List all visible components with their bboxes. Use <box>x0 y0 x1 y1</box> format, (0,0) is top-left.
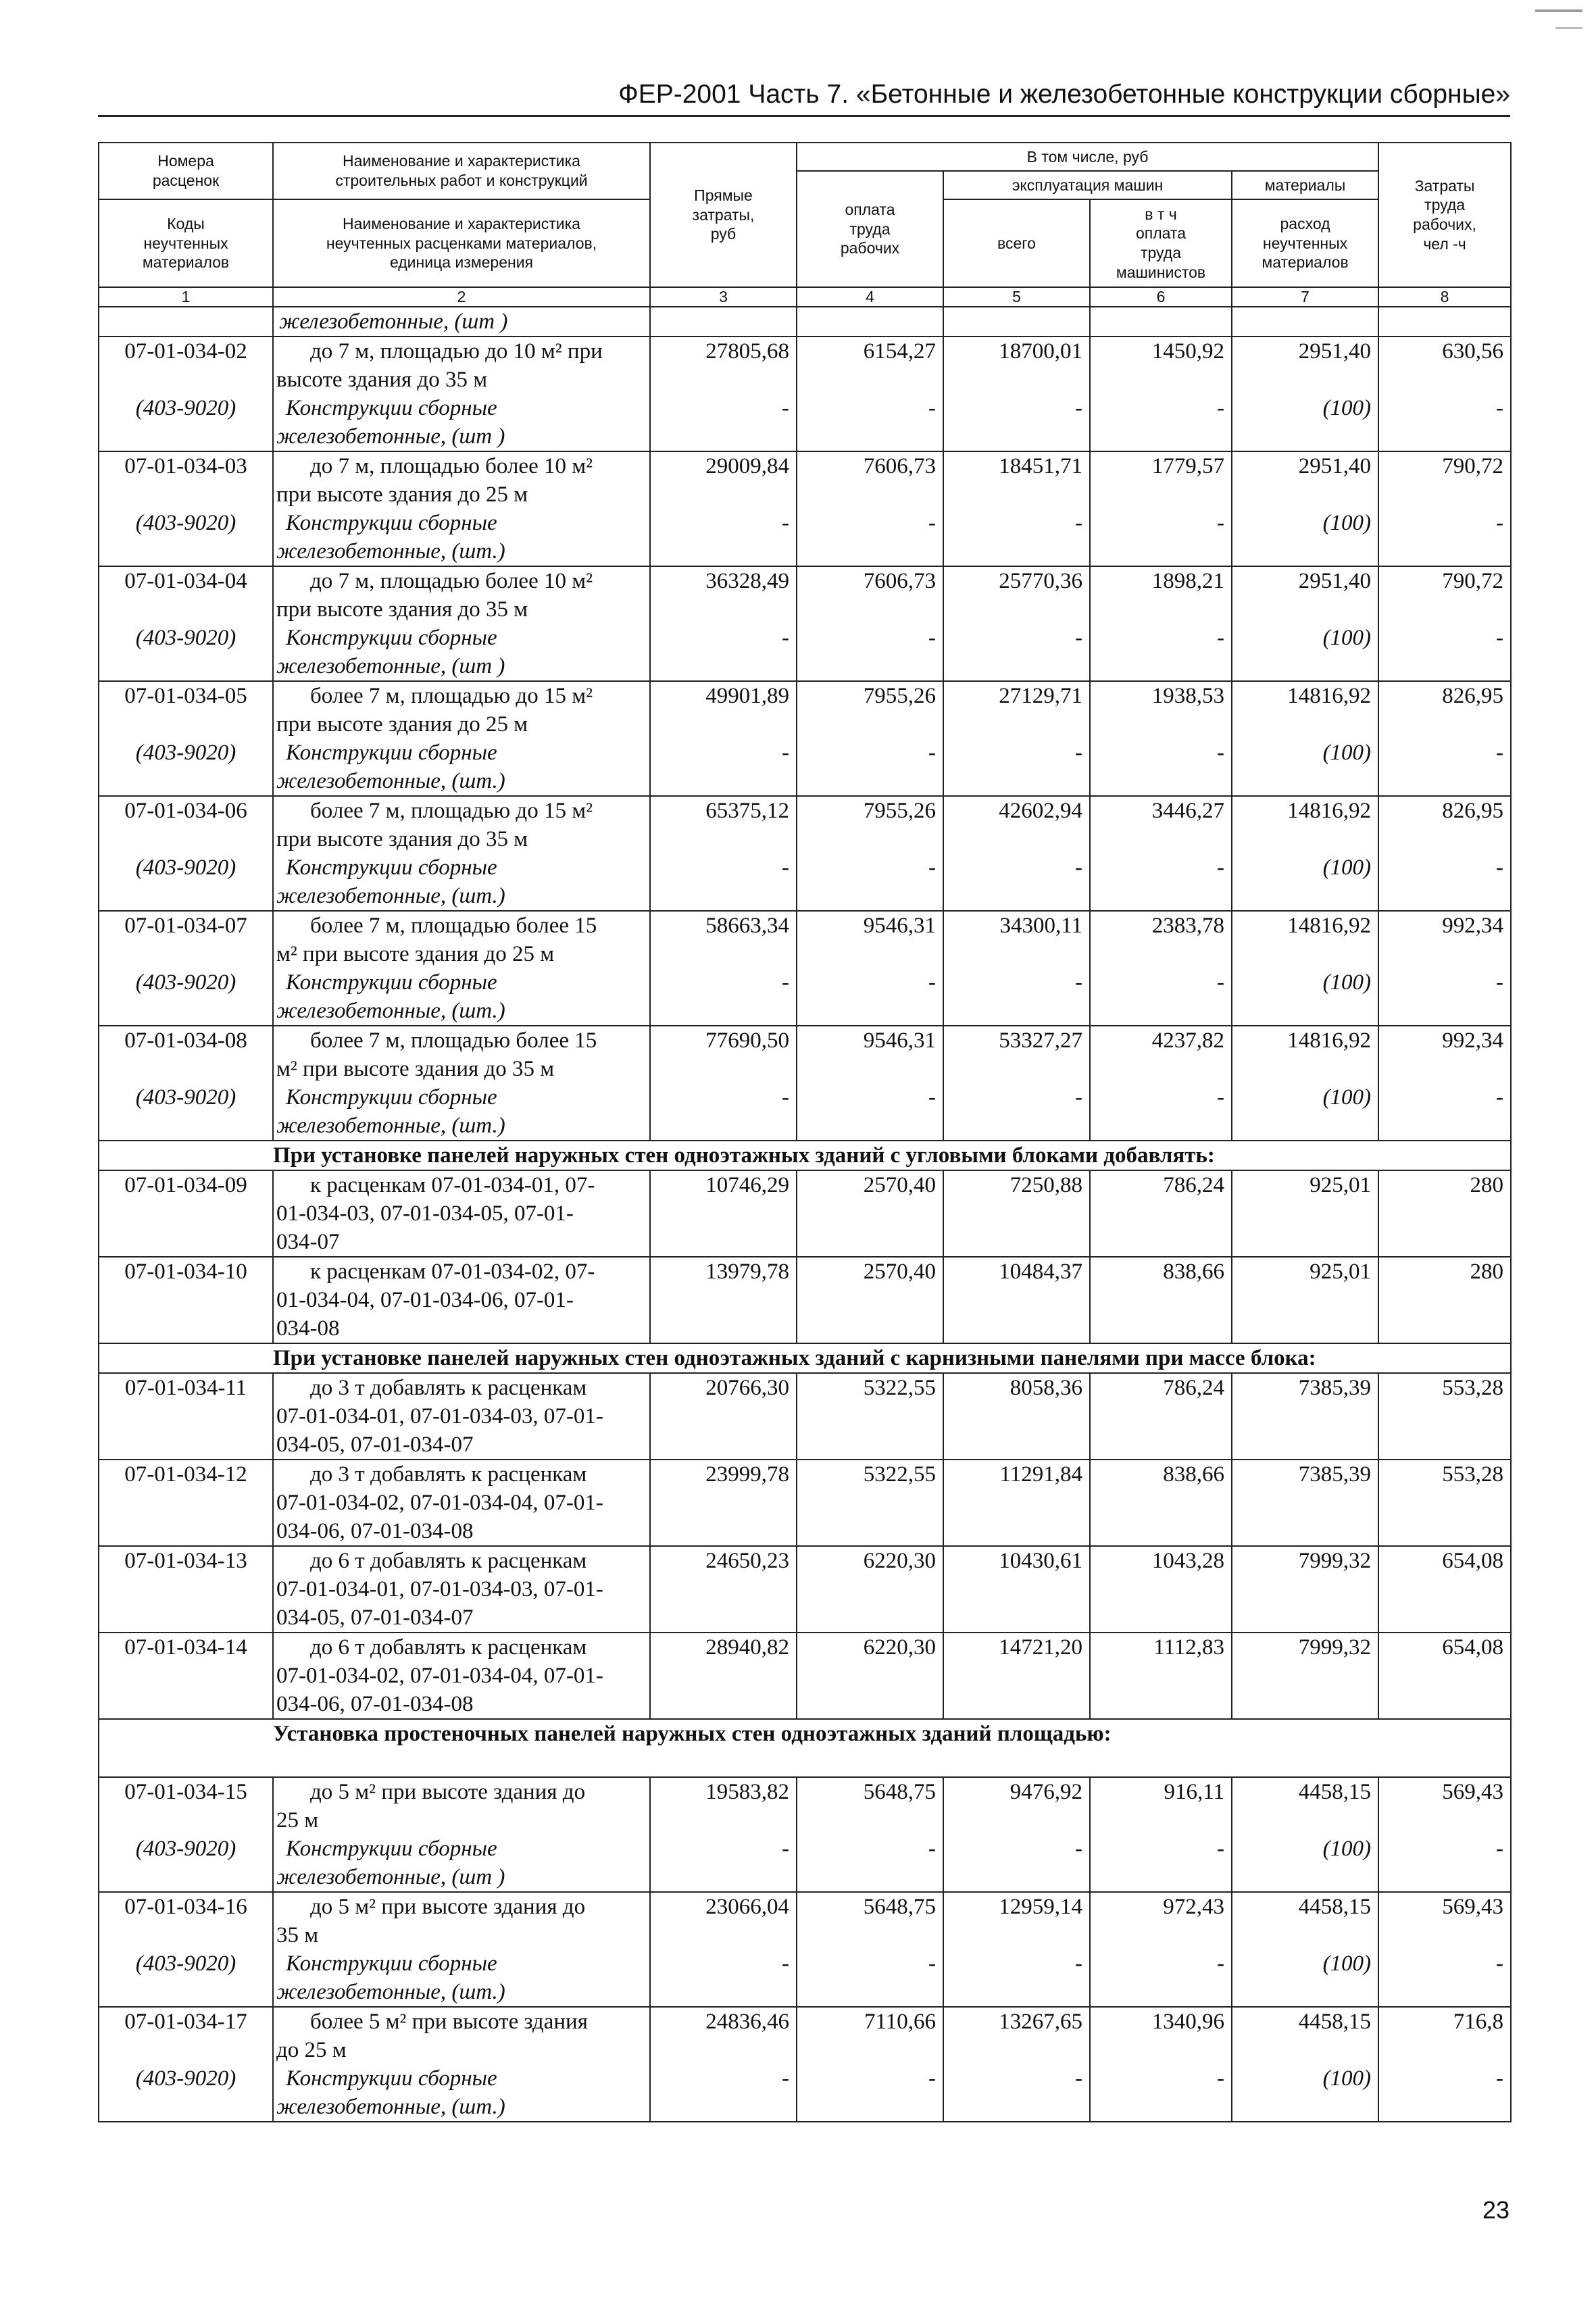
material-code: (403-9020) <box>135 2066 236 2091</box>
materials-cost: 14816,92 <box>1287 1028 1372 1053</box>
material-wage-cost: - <box>928 855 936 880</box>
labor-cost: 716,8 <box>1453 2010 1504 2034</box>
labor-cost: 553,28 <box>1442 1462 1504 1487</box>
rate-code: 07-01-034-14 <box>124 1635 247 1660</box>
col-number: 3 <box>650 287 797 307</box>
machinist-cost: 838,66 <box>1163 1462 1224 1487</box>
rate-description: более 7 м, площадью до 15 м² <box>310 684 593 708</box>
col-head-codes-unaccounted: Коды неучтенных материалов <box>99 199 273 287</box>
rate-description: до 3 т добавлять к расценкам <box>310 1462 587 1487</box>
material-materials-cost: (100) <box>1322 1837 1372 1861</box>
material-description: железобетонные, (шт ) <box>276 654 505 678</box>
table-row <box>99 1373 1511 1460</box>
material-labor-cost: - <box>1496 970 1504 995</box>
section-row <box>99 1343 1511 1373</box>
table-row <box>99 1633 1511 1719</box>
material-machines-cost: - <box>1075 396 1082 420</box>
material-description: Конструкции сборные <box>286 970 497 995</box>
rate-description: 034-06, 07-01-034-08 <box>276 1692 474 1716</box>
materials-cost: 4458,15 <box>1298 2010 1372 2034</box>
machinist-cost: 786,24 <box>1163 1376 1224 1400</box>
rate-code: 07-01-034-02 <box>124 339 247 364</box>
rate-description: до 25 м <box>276 2038 347 2062</box>
labor-cost: 654,08 <box>1442 1549 1504 1573</box>
direct-cost: 23999,78 <box>705 1462 789 1487</box>
header-rule <box>98 115 1510 117</box>
material-direct-cost: - <box>782 626 789 650</box>
material-direct-cost: - <box>782 1085 789 1110</box>
rate-description: м² при высоте здания до 35 м <box>276 1057 555 1081</box>
material-materials-cost: (100) <box>1322 626 1372 650</box>
material-machinist-cost: - <box>1217 855 1224 880</box>
material-labor-cost: - <box>1496 396 1504 420</box>
machinist-cost: 1340,96 <box>1151 2010 1224 2034</box>
rate-description: высоте здания до 35 м <box>276 368 488 392</box>
section-heading: При установке панелей наружных стен одноэтажных зданий с карнизными панелями при массе блока: <box>273 1343 1511 1373</box>
rates-table <box>98 142 1512 2122</box>
materials-cost: 7999,32 <box>1298 1549 1372 1573</box>
rate-code: 07-01-034-05 <box>124 684 247 708</box>
col-number: 5 <box>943 287 1090 307</box>
direct-cost: 23066,04 <box>705 1895 789 1919</box>
direct-cost: 77690,50 <box>705 1028 789 1053</box>
rate-description: 07-01-034-02, 07-01-034-04, 07-01- <box>276 1491 603 1515</box>
materials-cost: 2951,40 <box>1298 339 1372 364</box>
material-direct-cost: - <box>782 855 789 880</box>
machinist-cost: 4237,82 <box>1151 1028 1224 1053</box>
rate-description: более 7 м, площадью более 15 <box>310 914 597 938</box>
rate-description: 07-01-034-02, 07-01-034-04, 07-01- <box>276 1664 603 1688</box>
direct-cost: 27805,68 <box>705 339 789 364</box>
rate-code: 07-01-034-17 <box>124 2010 247 2034</box>
material-description: железобетонные, (шт.) <box>276 884 505 908</box>
rate-description: 07-01-034-01, 07-01-034-03, 07-01- <box>276 1404 603 1428</box>
materials-cost: 14816,92 <box>1287 914 1372 938</box>
col-number: 7 <box>1232 287 1378 307</box>
table-row <box>99 1026 1511 1141</box>
machines-cost: 34300,11 <box>999 914 1082 938</box>
rate-code: 07-01-034-07 <box>124 914 247 938</box>
direct-cost: 28940,82 <box>705 1635 789 1660</box>
rate-code: 07-01-034-03 <box>124 454 247 478</box>
materials-cost: 925,01 <box>1310 1173 1372 1197</box>
machines-cost: 14721,20 <box>999 1635 1082 1660</box>
rate-description: к расценкам 07-01-034-02, 07- <box>310 1260 595 1284</box>
material-machines-cost: - <box>1075 1951 1082 1976</box>
section-row <box>99 1141 1511 1170</box>
material-wage-cost: - <box>928 1951 936 1976</box>
material-machinist-cost: - <box>1217 1951 1224 1976</box>
material-code: (403-9020) <box>135 511 236 535</box>
material-description: железобетонные, (шт.) <box>276 999 505 1023</box>
rate-code: 07-01-034-15 <box>124 1780 247 1804</box>
col-head-exploitation: эксплуатация машин <box>943 171 1232 199</box>
material-description: Конструкции сборные <box>286 1951 497 1976</box>
materials-cost: 2951,40 <box>1298 454 1372 478</box>
material-machinist-cost: - <box>1217 511 1224 535</box>
col-head-machinist: в т ч оплата труда машинистов <box>1090 199 1232 287</box>
material-machines-cost: - <box>1075 626 1082 650</box>
material-machines-cost: - <box>1075 1085 1082 1110</box>
table-row <box>99 2007 1511 2122</box>
material-materials-cost: (100) <box>1322 741 1372 765</box>
material-direct-cost: - <box>782 396 789 420</box>
machinist-cost: 1450,92 <box>1151 339 1224 364</box>
material-direct-cost: - <box>782 1837 789 1861</box>
material-direct-cost: - <box>782 2066 789 2091</box>
page-number: 23 <box>1482 2196 1510 2224</box>
material-materials-cost: (100) <box>1322 511 1372 535</box>
labor-cost: 654,08 <box>1442 1635 1504 1660</box>
machinist-cost: 1112,83 <box>1153 1635 1224 1660</box>
material-wage-cost: - <box>928 626 936 650</box>
wage-cost: 7955,26 <box>863 684 936 708</box>
material-machinist-cost: - <box>1217 626 1224 650</box>
wage-cost: 9546,31 <box>863 914 936 938</box>
rate-description: при высоте здания до 35 м <box>276 827 528 851</box>
col-head-total: всего <box>943 199 1090 287</box>
scan-mark <box>1555 27 1582 29</box>
machines-cost: 10430,61 <box>999 1549 1082 1573</box>
material-materials-cost: (100) <box>1322 970 1372 995</box>
labor-cost: 826,95 <box>1442 684 1504 708</box>
rate-code: 07-01-034-16 <box>124 1895 247 1919</box>
rate-code: 07-01-034-12 <box>124 1462 247 1487</box>
rate-description: до 6 т добавлять к расценкам <box>310 1635 587 1660</box>
table-row <box>99 1777 1511 1892</box>
wage-cost: 6154,27 <box>863 339 936 364</box>
table-row <box>99 337 1511 451</box>
col-number: 1 <box>99 287 273 307</box>
material-labor-cost: - <box>1496 741 1504 765</box>
rate-code: 07-01-034-06 <box>124 799 247 823</box>
col-head-name-unaccounted: Наименование и характеристика неучтенных расценками материалов, единица измерения <box>273 199 650 287</box>
material-description: Конструкции сборные <box>286 1085 497 1110</box>
rate-description: 01-034-04, 07-01-034-06, 07-01- <box>276 1288 574 1312</box>
wage-cost: 7606,73 <box>863 569 936 593</box>
material-description: железобетонные, (шт.) <box>276 769 505 793</box>
machines-cost: 27129,71 <box>999 684 1082 708</box>
wage-cost: 7606,73 <box>863 454 936 478</box>
col-head-codes: Номера расценок <box>99 143 273 199</box>
labor-cost: 790,72 <box>1442 454 1504 478</box>
material-machines-cost: - <box>1075 511 1082 535</box>
fragment-text: железобетонные, (шт ) <box>273 307 650 337</box>
material-wage-cost: - <box>928 741 936 765</box>
wage-cost: 6220,30 <box>863 1549 936 1573</box>
materials-cost: 4458,15 <box>1298 1895 1372 1919</box>
rate-description: более 7 м, площадью до 15 м² <box>310 799 593 823</box>
page-header: ФЕР-2001 Часть 7. «Бетонные и железобетонные конструкции сборные» <box>618 80 1510 109</box>
labor-cost: 553,28 <box>1442 1376 1504 1400</box>
material-materials-cost: (100) <box>1322 1951 1372 1976</box>
direct-cost: 13979,78 <box>705 1260 789 1284</box>
machinist-cost: 838,66 <box>1163 1260 1224 1284</box>
material-direct-cost: - <box>782 1951 789 1976</box>
rate-code: 07-01-034-10 <box>124 1260 247 1284</box>
material-description: железобетонные, (шт ) <box>276 1865 505 1889</box>
material-code: (403-9020) <box>135 1085 236 1110</box>
machines-cost: 12959,14 <box>999 1895 1082 1919</box>
rate-description: к расценкам 07-01-034-01, 07- <box>310 1173 595 1197</box>
machinist-cost: 786,24 <box>1163 1173 1224 1197</box>
labor-cost: 280 <box>1470 1173 1504 1197</box>
machines-cost: 8058,36 <box>1009 1376 1082 1400</box>
table-row <box>99 1170 1511 1257</box>
labor-cost: 992,34 <box>1442 914 1504 938</box>
labor-cost: 569,43 <box>1442 1780 1504 1804</box>
material-code: (403-9020) <box>135 1951 236 1976</box>
machinist-cost: 1779,57 <box>1151 454 1224 478</box>
materials-cost: 14816,92 <box>1287 799 1372 823</box>
material-description: железобетонные, (шт.) <box>276 2095 505 2119</box>
wage-cost: 7955,26 <box>863 799 936 823</box>
rate-description: более 5 м² при высоте здания <box>310 2010 588 2034</box>
table-row <box>99 1892 1511 2007</box>
material-labor-cost: - <box>1496 855 1504 880</box>
material-machines-cost: - <box>1075 2066 1082 2091</box>
rate-description: до 5 м² при высоте здания до <box>310 1780 586 1804</box>
rate-description: при высоте здания до 25 м <box>276 712 528 737</box>
rate-description: 25 м <box>276 1808 319 1833</box>
material-labor-cost: - <box>1496 1837 1504 1861</box>
labor-cost: 569,43 <box>1442 1895 1504 1919</box>
wage-cost: 9546,31 <box>863 1028 936 1053</box>
wage-cost: 2570,40 <box>863 1173 936 1197</box>
col-head-group: В том числе, руб <box>797 143 1378 171</box>
labor-cost: 826,95 <box>1442 799 1504 823</box>
rate-description: 07-01-034-01, 07-01-034-03, 07-01- <box>276 1577 603 1601</box>
section-row <box>99 1719 1511 1777</box>
table-row <box>99 681 1511 796</box>
materials-cost: 14816,92 <box>1287 684 1372 708</box>
material-labor-cost: - <box>1496 626 1504 650</box>
direct-cost: 24836,46 <box>705 2010 789 2034</box>
rate-description: м² при высоте здания до 25 м <box>276 942 555 966</box>
machinist-cost: 916,11 <box>1164 1780 1224 1804</box>
direct-cost: 24650,23 <box>705 1549 789 1573</box>
material-machinist-cost: - <box>1217 1837 1224 1861</box>
table-row <box>99 796 1511 911</box>
rate-code: 07-01-034-09 <box>124 1173 247 1197</box>
wage-cost: 5322,55 <box>863 1462 936 1487</box>
table-row <box>99 911 1511 1026</box>
rate-description: до 6 т добавлять к расценкам <box>310 1549 587 1573</box>
material-machinist-cost: - <box>1217 741 1224 765</box>
material-machines-cost: - <box>1075 970 1082 995</box>
machines-cost: 18700,01 <box>999 339 1082 364</box>
material-description: Конструкции сборные <box>286 1837 497 1861</box>
labor-cost: 992,34 <box>1442 1028 1504 1053</box>
material-machinist-cost: - <box>1217 2066 1224 2091</box>
material-description: железобетонные, (шт.) <box>276 539 505 564</box>
rate-description: более 7 м, площадью более 15 <box>310 1028 597 1053</box>
machines-cost: 13267,65 <box>999 2010 1082 2034</box>
wage-cost: 5648,75 <box>863 1780 936 1804</box>
material-direct-cost: - <box>782 741 789 765</box>
rate-description: до 7 м, площадью более 10 м² <box>310 569 593 593</box>
material-direct-cost: - <box>782 970 789 995</box>
material-machinist-cost: - <box>1217 396 1224 420</box>
material-description: Конструкции сборные <box>286 626 497 650</box>
machines-cost: 11291,84 <box>999 1462 1082 1487</box>
material-code: (403-9020) <box>135 626 236 650</box>
material-labor-cost: - <box>1496 1085 1504 1110</box>
col-number: 6 <box>1090 287 1232 307</box>
material-labor-cost: - <box>1496 511 1504 535</box>
direct-cost: 65375,12 <box>705 799 789 823</box>
col-number: 2 <box>273 287 650 307</box>
direct-cost: 19583,82 <box>705 1780 789 1804</box>
col-head-name: Наименование и характеристика строительных работ и конструкций <box>273 143 650 199</box>
material-description: железобетонные, (шт.) <box>276 1114 505 1138</box>
material-labor-cost: - <box>1496 1951 1504 1976</box>
rate-description: при высоте здания до 35 м <box>276 597 528 622</box>
materials-cost: 7999,32 <box>1298 1635 1372 1660</box>
rate-description: 35 м <box>276 1923 319 1947</box>
table-row <box>99 566 1511 681</box>
machinist-cost: 3446,27 <box>1151 799 1224 823</box>
machines-cost: 25770,36 <box>999 569 1082 593</box>
material-wage-cost: - <box>928 511 936 535</box>
section-heading: Установка простеночных панелей наружных стен одноэтажных зданий площадью: <box>273 1719 1511 1777</box>
rate-description: до 3 т добавлять к расценкам <box>310 1376 587 1400</box>
col-head-wage: оплата труда рабочих <box>797 171 943 287</box>
direct-cost: 58663,34 <box>705 914 789 938</box>
machines-cost: 53327,27 <box>999 1028 1082 1053</box>
material-wage-cost: - <box>928 1085 936 1110</box>
material-description: железобетонные, (шт ) <box>276 424 505 449</box>
materials-cost: 4458,15 <box>1298 1780 1372 1804</box>
material-wage-cost: - <box>928 2066 936 2091</box>
rate-description: 034-05, 07-01-034-07 <box>276 1433 474 1457</box>
direct-cost: 36328,49 <box>705 569 789 593</box>
rate-description: до 7 м, площадью более 10 м² <box>310 454 593 478</box>
machines-cost: 7250,88 <box>1009 1173 1082 1197</box>
labor-cost: 630,56 <box>1442 339 1504 364</box>
material-machines-cost: - <box>1075 741 1082 765</box>
rate-code: 07-01-034-11 <box>124 1376 247 1400</box>
material-machinist-cost: - <box>1217 1085 1224 1110</box>
section-heading: При установке панелей наружных стен одноэтажных зданий с угловыми блоками добавлять: <box>273 1141 1511 1170</box>
material-wage-cost: - <box>928 396 936 420</box>
direct-cost: 10746,29 <box>705 1173 789 1197</box>
machines-cost: 10484,37 <box>999 1260 1082 1284</box>
materials-cost: 7385,39 <box>1298 1376 1372 1400</box>
machinist-cost: 1938,53 <box>1151 684 1224 708</box>
rate-description: 034-07 <box>276 1230 340 1254</box>
rate-description: при высоте здания до 25 м <box>276 482 528 507</box>
materials-cost: 925,01 <box>1310 1260 1372 1284</box>
col-head-labor: Затраты труда рабочих, чел -ч <box>1378 143 1511 287</box>
material-code: (403-9020) <box>135 970 236 995</box>
table-row <box>99 1460 1511 1546</box>
wage-cost: 6220,30 <box>863 1635 936 1660</box>
machinist-cost: 1898,21 <box>1151 569 1224 593</box>
col-head-consumption: расход неучтенных материалов <box>1232 199 1378 287</box>
material-code: (403-9020) <box>135 1837 236 1861</box>
materials-cost: 2951,40 <box>1298 569 1372 593</box>
table-row <box>99 451 1511 566</box>
wage-cost: 5648,75 <box>863 1895 936 1919</box>
material-materials-cost: (100) <box>1322 855 1372 880</box>
material-machinist-cost: - <box>1217 970 1224 995</box>
col-head-direct: Прямые затраты, руб <box>650 143 797 287</box>
direct-cost: 49901,89 <box>705 684 789 708</box>
material-materials-cost: (100) <box>1322 396 1372 420</box>
direct-cost: 29009,84 <box>705 454 789 478</box>
material-code: (403-9020) <box>135 396 236 420</box>
wage-cost: 2570,40 <box>863 1260 936 1284</box>
material-machines-cost: - <box>1075 1837 1082 1861</box>
machines-cost: 9476,92 <box>1009 1780 1082 1804</box>
machinist-cost: 972,43 <box>1163 1895 1224 1919</box>
machinist-cost: 1043,28 <box>1151 1549 1224 1573</box>
rate-description: до 7 м, площадью до 10 м² при <box>310 339 603 364</box>
machinist-cost: 2383,78 <box>1151 914 1224 938</box>
scan-mark <box>1535 9 1582 12</box>
material-materials-cost: (100) <box>1322 1085 1372 1110</box>
rate-description: 01-034-03, 07-01-034-05, 07-01- <box>276 1201 574 1226</box>
material-wage-cost: - <box>928 1837 936 1861</box>
col-number: 8 <box>1378 287 1511 307</box>
rate-description: 034-06, 07-01-034-08 <box>276 1519 474 1543</box>
material-labor-cost: - <box>1496 2066 1504 2091</box>
table-row <box>99 1546 1511 1633</box>
rate-code: 07-01-034-13 <box>124 1549 247 1573</box>
direct-cost: 20766,30 <box>705 1376 789 1400</box>
material-description: Конструкции сборные <box>286 2066 497 2091</box>
rate-description: 034-05, 07-01-034-07 <box>276 1605 474 1630</box>
rate-description: до 5 м² при высоте здания до <box>310 1895 586 1919</box>
col-number: 4 <box>797 287 943 307</box>
material-code: (403-9020) <box>135 741 236 765</box>
table-row <box>99 1257 1511 1343</box>
material-description: Конструкции сборные <box>286 396 497 420</box>
wage-cost: 5322,55 <box>863 1376 936 1400</box>
machines-cost: 42602,94 <box>999 799 1082 823</box>
labor-cost: 280 <box>1470 1260 1504 1284</box>
material-description: Конструкции сборные <box>286 741 497 765</box>
wage-cost: 7110,66 <box>864 2010 936 2034</box>
material-code: (403-9020) <box>135 855 236 880</box>
rate-description: 034-08 <box>276 1316 340 1341</box>
machines-cost: 18451,71 <box>999 454 1082 478</box>
material-description: железобетонные, (шт.) <box>276 1980 505 2004</box>
materials-cost: 7385,39 <box>1298 1462 1372 1487</box>
labor-cost: 790,72 <box>1442 569 1504 593</box>
rate-code: 07-01-034-04 <box>124 569 247 593</box>
material-machines-cost: - <box>1075 855 1082 880</box>
col-head-materials: материалы <box>1232 171 1378 199</box>
fragment-code <box>99 307 273 337</box>
material-description: Конструкции сборные <box>286 511 497 535</box>
material-description: Конструкции сборные <box>286 855 497 880</box>
rate-code: 07-01-034-08 <box>124 1028 247 1053</box>
material-direct-cost: - <box>782 511 789 535</box>
material-wage-cost: - <box>928 970 936 995</box>
material-materials-cost: (100) <box>1322 2066 1372 2091</box>
